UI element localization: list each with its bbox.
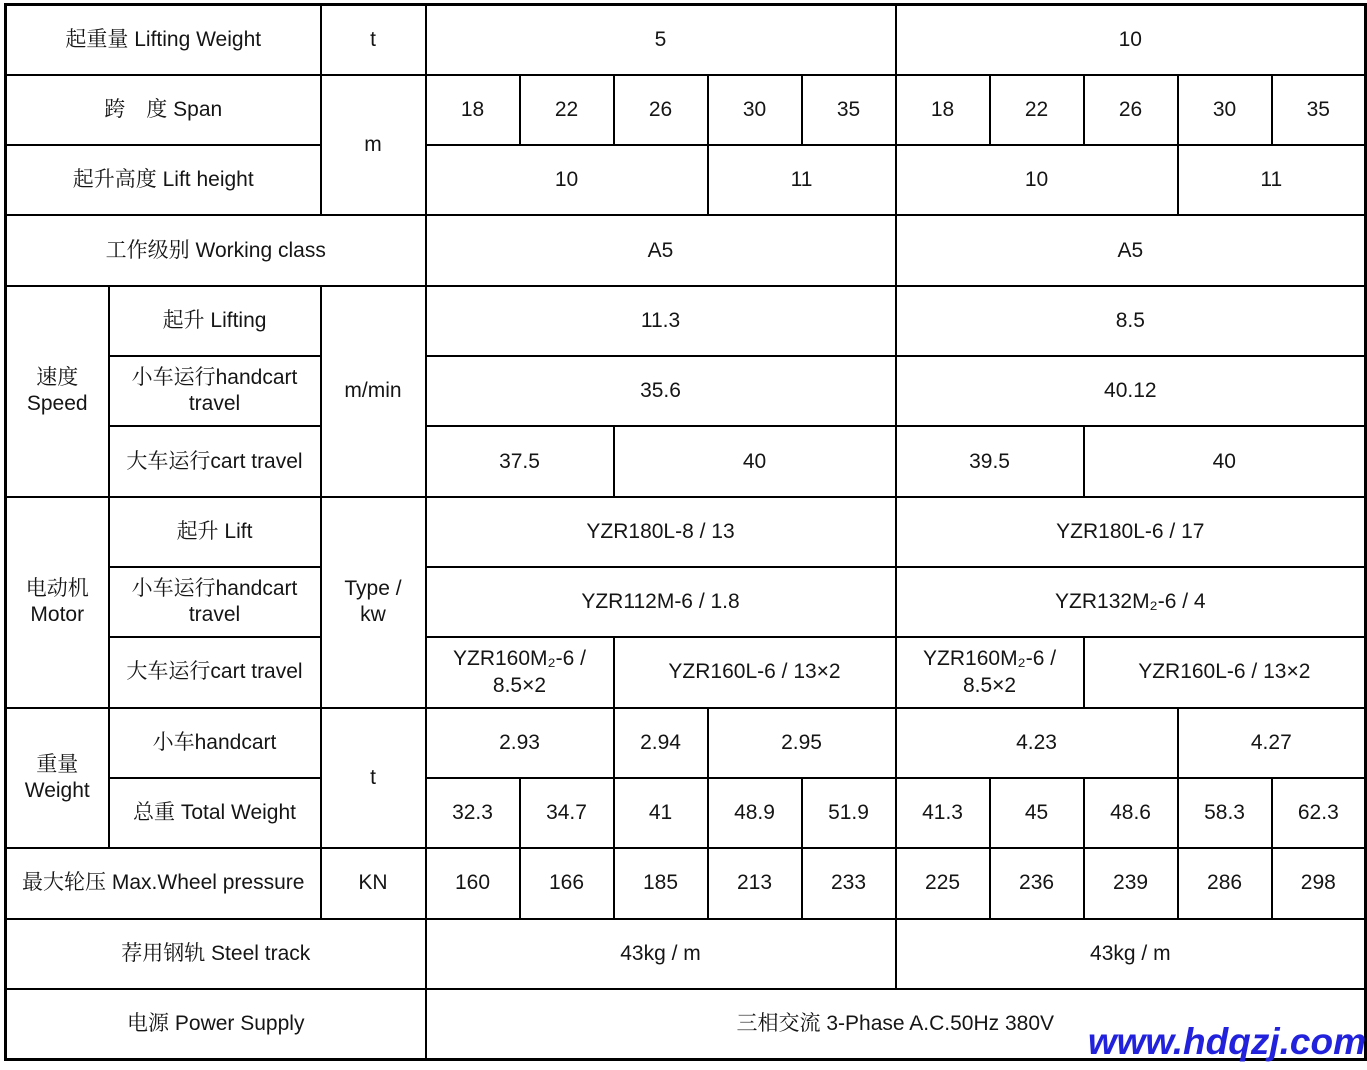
label-speed-lifting: 起升 Lifting (109, 286, 321, 356)
row-lifting-weight (6, 5, 1366, 75)
value-motor-cart-10t-a: YZR160M₂-6 / 8.5×2 (896, 637, 1084, 707)
value-lift-height-10t-b: 11 (1178, 145, 1366, 215)
group-label-weight-en: Weight (24, 779, 90, 803)
group-label-speed-zh: 速度 (36, 366, 79, 390)
group-label-motor-en: Motor (30, 603, 85, 627)
value-total-weight-10t-22: 45 (990, 778, 1084, 848)
unit-speed: m/min (321, 286, 426, 497)
value-motor-lift-10t: YZR180L-6 / 17 (896, 497, 1366, 567)
value-weight-handcart-5t-a: 2.93 (426, 708, 614, 778)
value-lift-height-5t-a: 10 (426, 145, 708, 215)
value-total-weight-10t-26: 48.6 (1084, 778, 1178, 848)
value-weight-handcart-10t-b: 4.27 (1178, 708, 1366, 778)
value-span-5t-35: 35 (802, 75, 896, 145)
value-speed-handcart-5t: 35.6 (426, 356, 896, 426)
value-speed-cart-10t-b: 40 (1084, 426, 1366, 496)
value-motor-lift-5t: YZR180L-8 / 13 (426, 497, 896, 567)
value-lift-height-5t-b: 11 (708, 145, 896, 215)
label-motor-lift: 起升 Lift (109, 497, 321, 567)
label-speed-cart-travel: 大车运行cart travel (109, 426, 321, 496)
row-working-class (6, 215, 1366, 285)
unit-wheel-pressure: KN (321, 848, 426, 918)
value-weight-handcart-5t-b: 2.94 (614, 708, 708, 778)
value-steel-track-10t: 43kg / m (896, 919, 1366, 989)
value-weight-handcart-10t-a: 4.23 (896, 708, 1178, 778)
value-power-supply: 三相交流 3-Phase A.C.50Hz 380V (426, 989, 1366, 1059)
row-weight-handcart (6, 708, 1366, 778)
value-lifting-weight-5t: 5 (426, 5, 896, 75)
group-label-speed (6, 286, 109, 497)
row-speed-handcart (6, 356, 1366, 426)
value-motor-cart-10t-b: YZR160L-6 / 13×2 (1084, 637, 1366, 707)
value-speed-cart-10t-a: 39.5 (896, 426, 1084, 496)
label-working-class: 工作级别 Working class (6, 215, 426, 285)
value-motor-cart-5t-a: YZR160M₂-6 / 8.5×2 (426, 637, 614, 707)
label-speed-handcart-travel: 小车运行handcart travel (109, 356, 321, 426)
value-speed-cart-5t-b: 40 (614, 426, 896, 496)
label-lift-height: 起升高度 Lift height (6, 145, 321, 215)
value-total-weight-5t-30: 48.9 (708, 778, 802, 848)
unit-weight: t (321, 708, 426, 849)
value-speed-lifting-5t: 11.3 (426, 286, 896, 356)
value-speed-lifting-10t: 8.5 (896, 286, 1366, 356)
label-weight-handcart: 小车handcart (109, 708, 321, 778)
row-lift-height (6, 145, 1366, 215)
label-power-supply: 电源 Power Supply (6, 989, 426, 1059)
value-span-10t-26: 26 (1084, 75, 1178, 145)
unit-motor: Type / kw (321, 497, 426, 708)
value-lifting-weight-10t: 10 (896, 5, 1366, 75)
value-wheel-pressure-10t-26: 239 (1084, 848, 1178, 918)
group-label-weight (6, 708, 109, 849)
site-watermark: www.hdqzj.com (1087, 1021, 1366, 1062)
label-span: 跨 度 Span (6, 75, 321, 145)
value-speed-cart-5t-a: 37.5 (426, 426, 614, 496)
value-total-weight-5t-35: 51.9 (802, 778, 896, 848)
value-lift-height-10t-a: 10 (896, 145, 1178, 215)
unit-span-lift-height: m (321, 75, 426, 216)
row-speed-lifting (6, 286, 1366, 356)
value-total-weight-5t-18: 32.3 (426, 778, 520, 848)
value-working-class-5t: A5 (426, 215, 896, 285)
value-wheel-pressure-10t-35: 298 (1272, 848, 1366, 918)
value-total-weight-5t-22: 34.7 (520, 778, 614, 848)
value-working-class-10t: A5 (896, 215, 1366, 285)
value-wheel-pressure-5t-22: 166 (520, 848, 614, 918)
value-steel-track-5t: 43kg / m (426, 919, 896, 989)
value-span-10t-22: 22 (990, 75, 1084, 145)
value-speed-handcart-10t: 40.12 (896, 356, 1366, 426)
value-wheel-pressure-5t-26: 185 (614, 848, 708, 918)
value-wheel-pressure-5t-35: 233 (802, 848, 896, 918)
value-wheel-pressure-10t-18: 225 (896, 848, 990, 918)
label-motor-handcart-travel: 小车运行handcart travel (109, 567, 321, 637)
value-motor-handcart-10t: YZR132M₂-6 / 4 (896, 567, 1366, 637)
label-lifting-weight: 起重量 Lifting Weight (6, 5, 321, 75)
value-span-5t-30: 30 (708, 75, 802, 145)
group-label-motor (6, 497, 109, 708)
value-total-weight-5t-26: 41 (614, 778, 708, 848)
row-span (6, 75, 1366, 145)
crane-spec-table (4, 3, 1367, 1061)
group-label-speed-en: Speed (26, 392, 88, 416)
value-weight-handcart-5t-c: 2.95 (708, 708, 896, 778)
value-wheel-pressure-10t-30: 286 (1178, 848, 1272, 918)
row-motor-handcart (6, 567, 1366, 637)
row-weight-total (6, 778, 1366, 848)
value-span-10t-18: 18 (896, 75, 990, 145)
value-wheel-pressure-10t-22: 236 (990, 848, 1084, 918)
value-total-weight-10t-18: 41.3 (896, 778, 990, 848)
value-span-10t-35: 35 (1272, 75, 1366, 145)
label-steel-track: 荐用钢轨 Steel track (6, 919, 426, 989)
label-wheel-pressure: 最大轮压 Max.Wheel pressure (6, 848, 321, 918)
row-motor-lift (6, 497, 1366, 567)
value-span-5t-26: 26 (614, 75, 708, 145)
unit-lifting-weight: t (321, 5, 426, 75)
group-label-motor-zh: 电动机 (25, 577, 89, 601)
row-motor-cart (6, 637, 1366, 707)
spec-sheet (4, 3, 1362, 1066)
value-span-10t-30: 30 (1178, 75, 1272, 145)
value-motor-cart-5t-b: YZR160L-6 / 13×2 (614, 637, 896, 707)
row-steel-track (6, 919, 1366, 989)
value-wheel-pressure-5t-18: 160 (426, 848, 520, 918)
label-motor-cart-travel: 大车运行cart travel (109, 637, 321, 707)
label-weight-total: 总重 Total Weight (109, 778, 321, 848)
group-label-weight-zh: 重量 (36, 752, 79, 776)
value-span-5t-22: 22 (520, 75, 614, 145)
row-wheel-pressure (6, 848, 1366, 918)
value-total-weight-10t-30: 58.3 (1178, 778, 1272, 848)
value-wheel-pressure-5t-30: 213 (708, 848, 802, 918)
value-span-5t-18: 18 (426, 75, 520, 145)
value-total-weight-10t-35: 62.3 (1272, 778, 1366, 848)
value-motor-handcart-5t: YZR112M-6 / 1.8 (426, 567, 896, 637)
row-speed-cart (6, 426, 1366, 496)
